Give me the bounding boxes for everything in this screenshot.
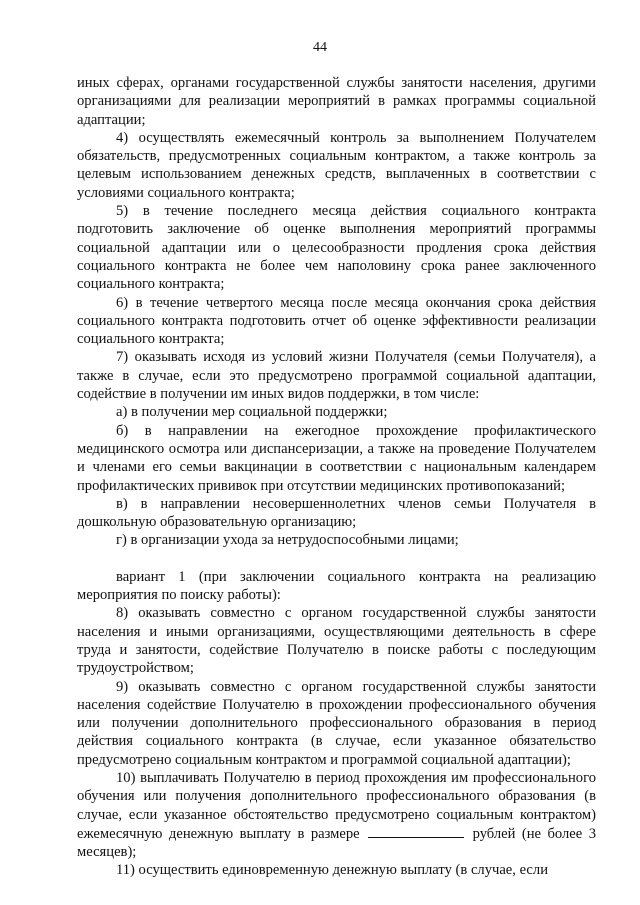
paragraph: 11) осуществить единовременную денежную выплату (в случае, если xyxy=(116,862,548,879)
paragraph: 4) осуществлять ежемесячный контроль за выполнением Получателем обязательств, предусмотренных социальным контрактом, а также контроль за целевым использованием денежных средств, выплаченных в соответствии с условиями социального контракта; xyxy=(77,129,596,201)
paragraph: 6) в течение четвертого месяца после месяца окончания срока действия социального контракта подготовить отчет об оценке эффективности реализации социального контракта; xyxy=(77,294,596,348)
paragraph-text-after: рублей (не более 3 месяцев); xyxy=(77,825,597,861)
paragraph: г) в организации ухода за нетрудоспособными лицами; xyxy=(116,532,459,549)
paragraph: в) в направлении несовершеннолетних членов семьи Получателя в дошкольную образовательную организацию; xyxy=(77,495,596,531)
paragraph-text-before: 10) выплачивать Получателю в период прохождения им профессионального обучения или получения дополнительного профессионального образования (в случае, если указанное обстоятельство предусмотрено социальным контрактом) ежемесячную денежную выплату в размере xyxy=(77,769,596,842)
paragraph: б) в направлении на ежегодное прохождение профилактического медицинского осмотра или диспансеризации, а также на проведение Получателем и членами его семьи вакцинации в соответствии с национальным календарем профилактических прививок при отсутствии медицинских противопоказаний; xyxy=(77,422,596,494)
paragraph: иных сферах, органами государственной службы занятости населения, другими организациями для реализации мероприятий в рамках программы социальной адаптации; xyxy=(77,75,596,128)
paragraph: а) в получении мер социальной поддержки; xyxy=(116,404,388,421)
paragraph: 9) оказывать совместно с органом государственной службы занятости населения содействие Получателю в прохождении профессионального обучения или получении дополнительного профессионального образования в период действия социального контракта (в случае, если указанное обязательство предусмотрено социальным контрактом и программой социальной адаптации); xyxy=(77,678,596,768)
blank-line xyxy=(77,550,596,568)
paragraph: 5) в течение последнего месяца действия социального контракта подготовить заключение об оценке выполнения мероприятий программы социальной адаптации или о целесообразности продления срока действия социального контракта не более чем наполовину срока ранее заключенного социального контракта; xyxy=(77,203,596,293)
document-body xyxy=(77,74,596,880)
amount-blank-line xyxy=(368,824,464,838)
paragraph xyxy=(77,769,596,861)
paragraph: 7) оказывать исходя из условий жизни Получателя (семьи Получателя), а также в случае, если это предусмотрено программой социальной адаптации, содействие в получении им иных видов поддержки, в том числе: xyxy=(77,349,596,403)
paragraph: 8) оказывать совместно с органом государственной службы занятости населения и иными организациями, осуществляющими деятельность в сфере труда и занятости, содействие Получателю в поиске работы с последующим трудоустройством; xyxy=(77,605,596,677)
paragraph: вариант 1 (при заключении социального контракта на реализацию мероприятия по поиску работы): xyxy=(77,568,596,604)
page-number: 44 xyxy=(313,40,327,55)
